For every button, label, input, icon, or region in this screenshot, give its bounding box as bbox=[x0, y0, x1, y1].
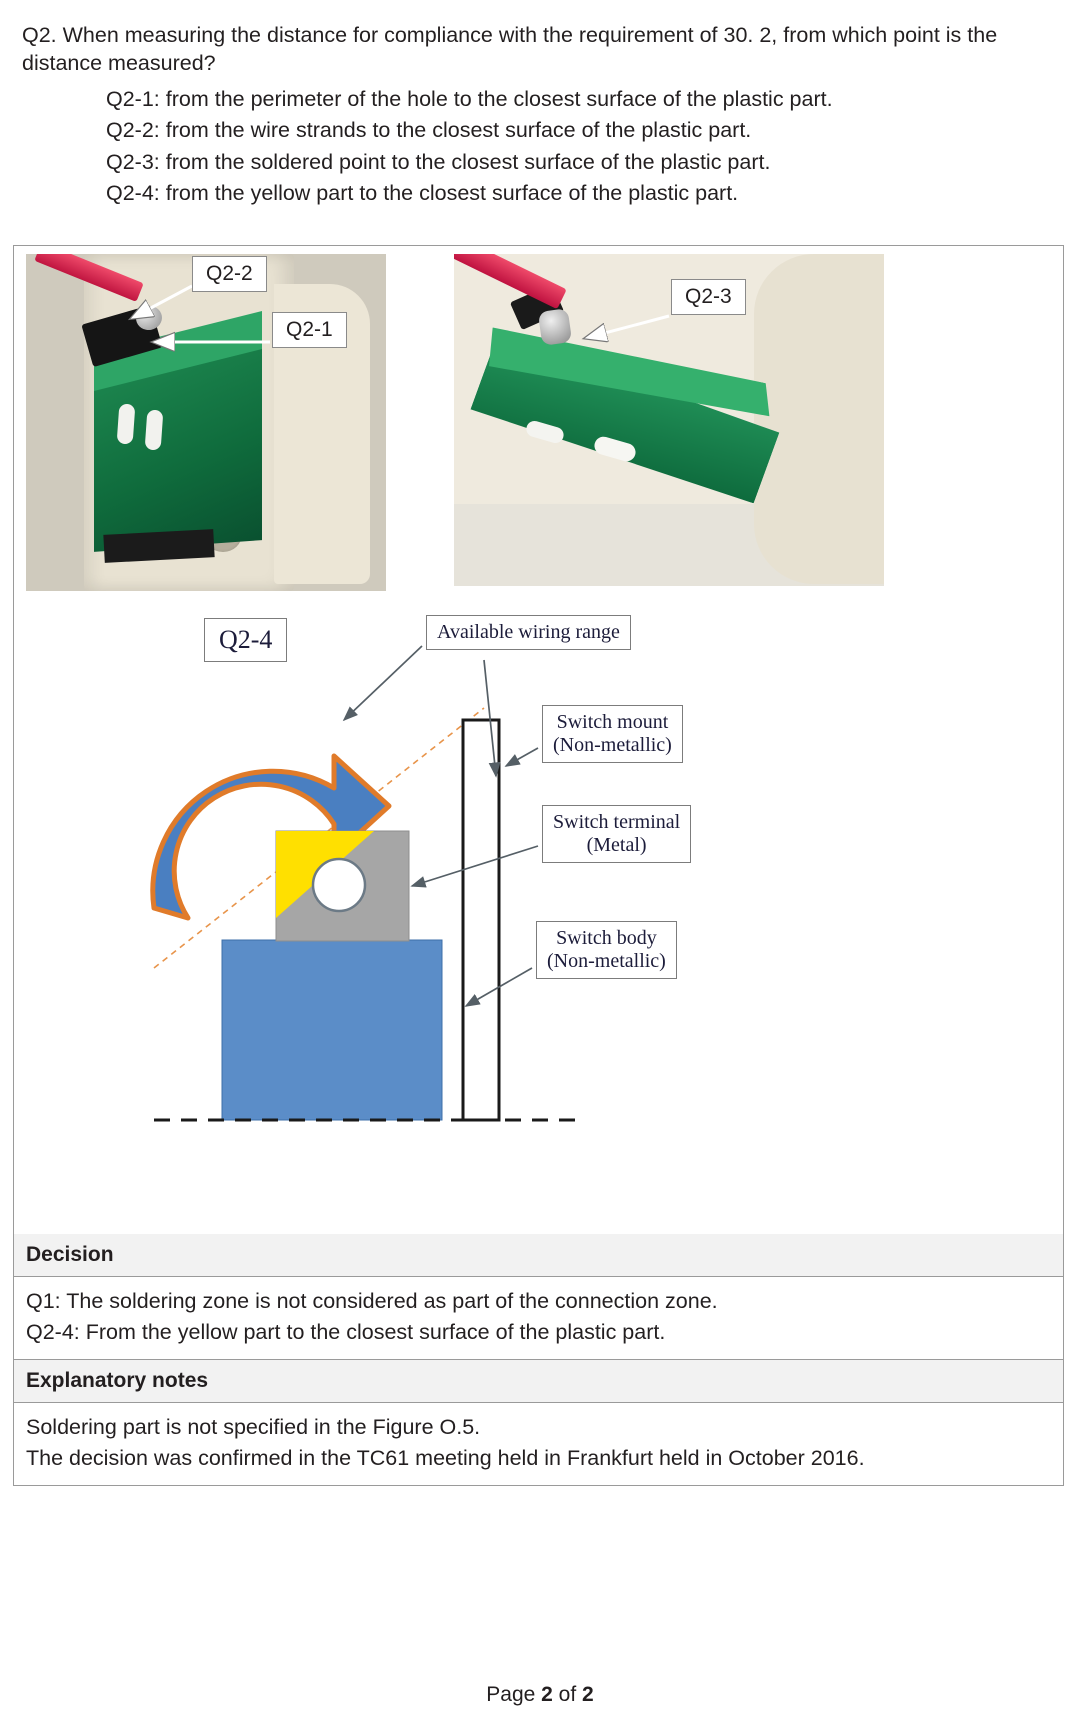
decision-line-1: Q1: The soldering zone is not considered as part of the connection zone. bbox=[26, 1289, 718, 1313]
plastic-bracket-right bbox=[754, 254, 884, 584]
question-option-1: Q2-1: from the perimeter of the hole to the closest surface of the plastic part. bbox=[106, 86, 833, 111]
callout-q2-3: Q2-3 bbox=[671, 279, 746, 315]
footer-middle: of bbox=[552, 1683, 583, 1706]
question-option-2: Q2-2: from the wire strands to the closest surface of the plastic part. bbox=[106, 118, 752, 143]
page-footer bbox=[0, 1683, 1080, 1707]
photo-switch-closeup-right bbox=[454, 254, 884, 586]
switch-terminal-line-2: (Metal) bbox=[586, 834, 647, 856]
diagram-label-switch-body bbox=[536, 921, 677, 979]
question-options bbox=[22, 84, 1057, 210]
notes-header-row bbox=[14, 1360, 1063, 1403]
switch-body-line-2: (Non-metallic) bbox=[547, 950, 666, 972]
callout-q2-2: Q2-2 bbox=[192, 256, 267, 292]
diagram-graphics bbox=[14, 598, 1065, 1234]
solder-joint bbox=[538, 308, 572, 346]
notes-header: Explanatory notes bbox=[14, 1360, 1063, 1402]
decision-body-row bbox=[14, 1277, 1063, 1360]
switch-mount-line-2: (Non-metallic) bbox=[553, 734, 672, 756]
schematic-diagram bbox=[14, 598, 1065, 1234]
notes-line-2: The decision was confirmed in the TC61 meeting held in Frankfurt held in October 2016. bbox=[26, 1445, 865, 1470]
switch-mount-line-1: Switch mount bbox=[556, 711, 669, 733]
decision-body bbox=[14, 1277, 1063, 1359]
decision-notes-table bbox=[13, 1234, 1064, 1486]
figure-frame bbox=[13, 245, 1064, 1235]
switch-body-line-1: Switch body bbox=[556, 927, 657, 949]
decision-line-2: Q2-4: From the yellow part to the closest surface of the plastic part. bbox=[26, 1319, 666, 1344]
question-block bbox=[22, 22, 1057, 209]
footer-prefix: Page bbox=[486, 1683, 542, 1706]
diagram-label-switch-mount bbox=[542, 705, 683, 763]
question-option-4: Q2-4: from the yellow part to the closest surface of the plastic part. bbox=[106, 181, 739, 205]
footer-total-pages: 2 bbox=[582, 1683, 594, 1706]
white-terminal-marker-1 bbox=[117, 403, 136, 444]
photo-switch-closeup-left bbox=[26, 254, 386, 591]
white-terminal-marker-2 bbox=[145, 409, 164, 450]
notes-line-1: Soldering part is not specified in the Figure O.5. bbox=[26, 1415, 481, 1440]
question-stem: Q2. When measuring the distance for compliance with the requirement of 30. 2, from which point is the distance measured? bbox=[22, 23, 998, 75]
decision-header: Decision bbox=[14, 1234, 1063, 1276]
footer-current-page: 2 bbox=[541, 1683, 553, 1706]
diagram-label-q2-4: Q2-4 bbox=[204, 618, 287, 662]
notes-body bbox=[14, 1403, 1063, 1485]
diagram-label-switch-terminal bbox=[542, 805, 691, 863]
photo-row bbox=[14, 246, 1065, 598]
diagram-label-available-wiring-range: Available wiring range bbox=[426, 615, 631, 650]
callout-q2-1: Q2-1 bbox=[272, 312, 347, 348]
question-option-3: Q2-3: from the soldered point to the closest surface of the plastic part. bbox=[106, 149, 771, 174]
notes-body-row bbox=[14, 1403, 1063, 1485]
black-base bbox=[103, 529, 214, 563]
decision-header-row bbox=[14, 1234, 1063, 1277]
switch-terminal-line-1: Switch terminal bbox=[553, 811, 681, 833]
